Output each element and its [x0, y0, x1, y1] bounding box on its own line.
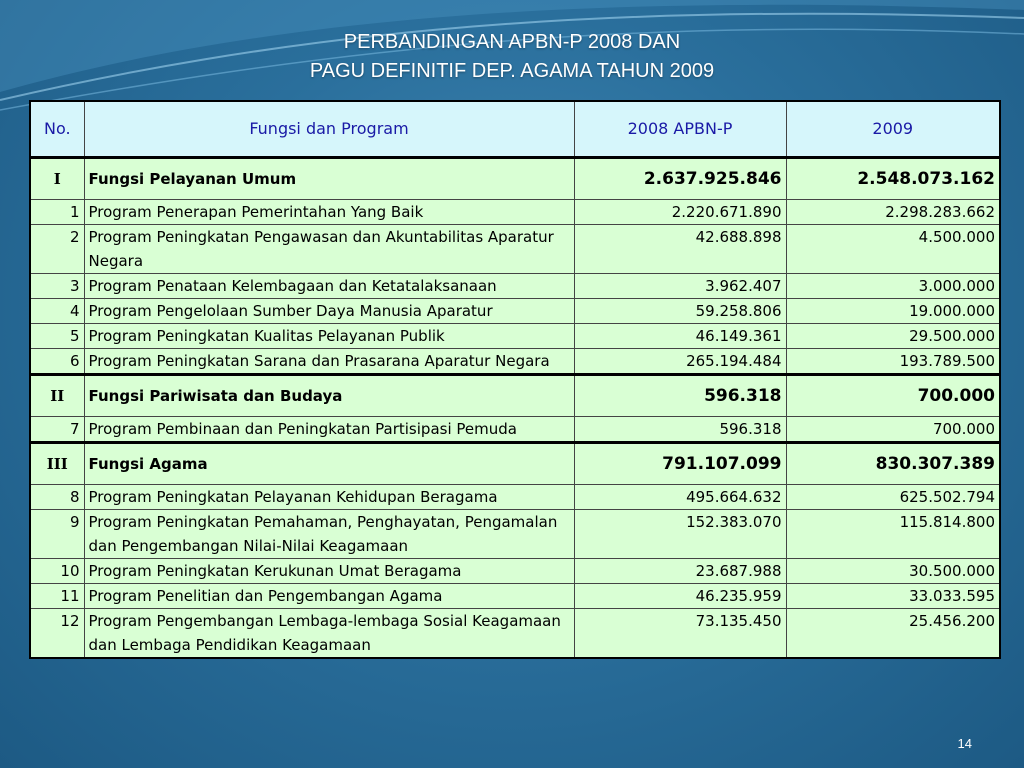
section-number: I	[30, 158, 84, 200]
section-name: Fungsi Agama	[84, 443, 574, 485]
header-2008: 2008 APBN-P	[574, 101, 786, 158]
row-number: 12	[30, 609, 84, 659]
table-row	[30, 559, 1000, 584]
row-number: 7	[30, 417, 84, 443]
program-name: Program Peningkatan Pemahaman, Penghayatan, Pengamalan dan Pengembangan Nilai-Nilai Keagamaan	[84, 510, 574, 559]
table-row	[30, 417, 1000, 443]
header-2009: 2009	[786, 101, 1000, 158]
header-no: No.	[30, 101, 84, 158]
section-number: III	[30, 443, 84, 485]
value-2009: 193.789.500	[786, 349, 1000, 375]
row-number: 5	[30, 324, 84, 349]
section-name: Fungsi Pelayanan Umum	[84, 158, 574, 200]
value-2008: 2.220.671.890	[574, 200, 786, 225]
table-row	[30, 609, 1000, 659]
title-line-1: PERBANDINGAN APBN-P 2008 DAN	[343, 31, 681, 53]
value-2008: 59.258.806	[574, 299, 786, 324]
program-name: Program Pengembangan Lembaga-lembaga Sosial Keagamaan dan Lembaga Pendidikan Keagamaan	[84, 609, 574, 659]
value-2008: 152.383.070	[574, 510, 786, 559]
header-program: Fungsi dan Program	[84, 101, 574, 158]
row-number: 3	[30, 274, 84, 299]
row-number: 1	[30, 200, 84, 225]
table-row	[30, 299, 1000, 324]
value-2008: 265.194.484	[574, 349, 786, 375]
row-number: 4	[30, 299, 84, 324]
program-name: Program Peningkatan Pengawasan dan Akuntabilitas Aparatur Negara	[84, 225, 574, 274]
value-2009: 700.000	[786, 417, 1000, 443]
value-2009: 25.456.200	[786, 609, 1000, 659]
value-2008: 42.688.898	[574, 225, 786, 274]
value-2009: 625.502.794	[786, 485, 1000, 510]
value-2009: 29.500.000	[786, 324, 1000, 349]
budget-comparison-table	[29, 100, 1001, 659]
title-line-2: PAGU DEFINITIF DEP. AGAMA TAHUN 2009	[309, 60, 715, 82]
section-name: Fungsi Pariwisata dan Budaya	[84, 375, 574, 417]
value-2009: 19.000.000	[786, 299, 1000, 324]
program-name: Program Penataan Kelembagaan dan Ketatalaksanaan	[84, 274, 574, 299]
value-2009: 30.500.000	[786, 559, 1000, 584]
row-number: 2	[30, 225, 84, 274]
section-2009-value: 2.548.073.162	[786, 158, 1000, 200]
section-row	[30, 158, 1000, 200]
program-name: Program Pembinaan dan Peningkatan Partisipasi Pemuda	[84, 417, 574, 443]
value-2008: 596.318	[574, 417, 786, 443]
table-header-row	[30, 101, 1000, 158]
value-2008: 46.149.361	[574, 324, 786, 349]
value-2009: 2.298.283.662	[786, 200, 1000, 225]
program-name: Program Peningkatan Kerukunan Umat Beragama	[84, 559, 574, 584]
value-2009: 4.500.000	[786, 225, 1000, 274]
value-2008: 23.687.988	[574, 559, 786, 584]
section-number: II	[30, 375, 84, 417]
value-2008: 46.235.959	[574, 584, 786, 609]
slide-title	[0, 28, 1024, 86]
row-number: 10	[30, 559, 84, 584]
section-row	[30, 375, 1000, 417]
row-number: 9	[30, 510, 84, 559]
table-row	[30, 584, 1000, 609]
row-number: 8	[30, 485, 84, 510]
table-row	[30, 225, 1000, 274]
row-number: 11	[30, 584, 84, 609]
section-2009-value: 700.000	[786, 375, 1000, 417]
program-name: Program Peningkatan Pelayanan Kehidupan Beragama	[84, 485, 574, 510]
section-2008-value: 2.637.925.846	[574, 158, 786, 200]
table-row	[30, 200, 1000, 225]
table-row	[30, 349, 1000, 375]
table-row	[30, 485, 1000, 510]
value-2008: 3.962.407	[574, 274, 786, 299]
section-2009-value: 830.307.389	[786, 443, 1000, 485]
program-name: Program Peningkatan Sarana dan Prasarana Aparatur Negara	[84, 349, 574, 375]
value-2008: 495.664.632	[574, 485, 786, 510]
value-2009: 115.814.800	[786, 510, 1000, 559]
section-row	[30, 443, 1000, 485]
row-number: 6	[30, 349, 84, 375]
section-2008-value: 791.107.099	[574, 443, 786, 485]
program-name: Program Pengelolaan Sumber Daya Manusia Aparatur	[84, 299, 574, 324]
value-2009: 3.000.000	[786, 274, 1000, 299]
program-name: Program Penerapan Pemerintahan Yang Baik	[84, 200, 574, 225]
value-2009: 33.033.595	[786, 584, 1000, 609]
program-name: Program Penelitian dan Pengembangan Agama	[84, 584, 574, 609]
table-row	[30, 324, 1000, 349]
section-2008-value: 596.318	[574, 375, 786, 417]
slide-page-number: 14	[957, 736, 972, 751]
table-row	[30, 274, 1000, 299]
program-name: Program Peningkatan Kualitas Pelayanan Publik	[84, 324, 574, 349]
value-2008: 73.135.450	[574, 609, 786, 659]
table-row	[30, 510, 1000, 559]
